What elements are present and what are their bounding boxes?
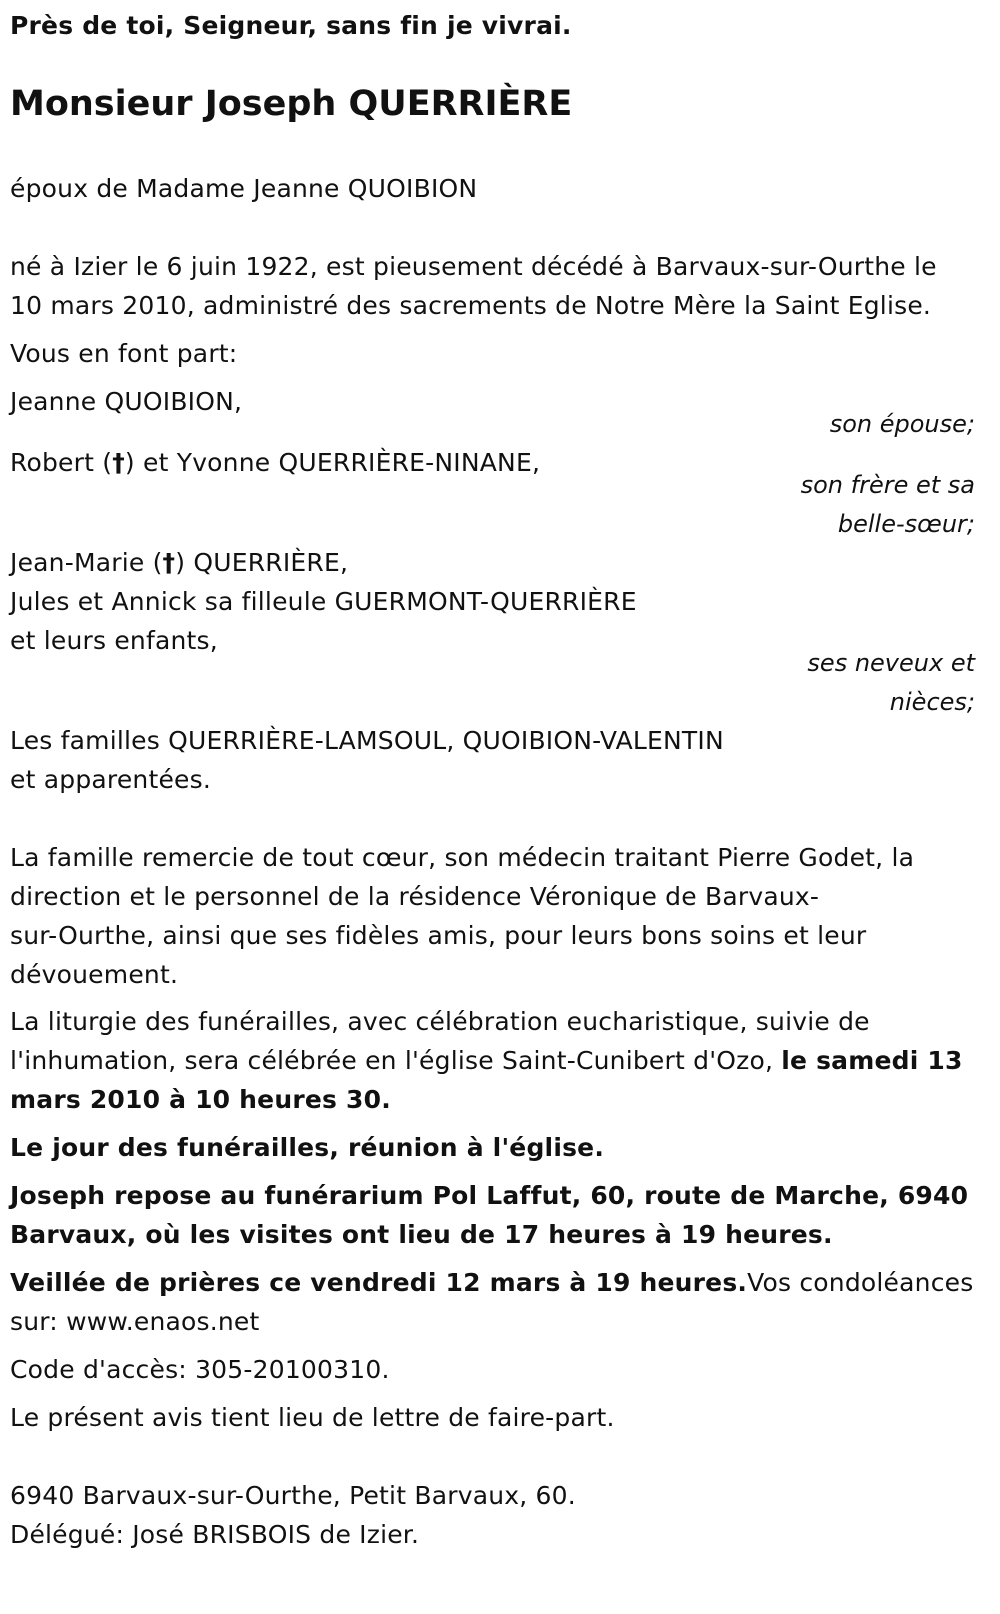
announce-intro: Vous en font part: bbox=[10, 339, 238, 368]
liturgy-time: mars 2010 à 10 heures 30. bbox=[10, 1085, 391, 1114]
family-nephews-relation-2: nièces; bbox=[889, 688, 975, 716]
thanks-line-2: direction et le personnel de la résidence Véronique de Barvaux- bbox=[10, 882, 820, 911]
family-jeanne-relation: son épouse; bbox=[829, 410, 975, 438]
motto: Près de toi, Seigneur, sans fin je vivrai. bbox=[10, 11, 572, 40]
family-enfants: et leurs enfants, bbox=[10, 626, 218, 655]
family-jeanmarie bbox=[10, 543, 348, 582]
notice-line: Le présent avis tient lieu de lettre de faire-part. bbox=[10, 1403, 615, 1432]
family-jeanmarie-rest: ) QUERRIÈRE, bbox=[175, 548, 349, 577]
family-robert-first: Robert ( bbox=[10, 448, 113, 477]
access-code: Code d'accès: 305-20100310. bbox=[10, 1355, 390, 1384]
birth-line-2: 10 mars 2010, administré des sacrements de Notre Mère la Saint Eglise. bbox=[10, 291, 932, 320]
liturgy-line-1: La liturgie des funérailles, avec célébration eucharistique, suivie de bbox=[10, 1007, 870, 1036]
spouse-line: époux de Madame Jeanne QUOIBION bbox=[10, 174, 478, 203]
family-robert bbox=[10, 443, 540, 482]
family-jeanne: Jeanne QUOIBION, bbox=[10, 387, 243, 416]
delegate-line: Délégué: José BRISBOIS de Izier. bbox=[10, 1520, 420, 1549]
thanks-line-3: sur-Ourthe, ainsi que ses fidèles amis, pour leurs bons soins et leur bbox=[10, 921, 867, 950]
repose-line-1: Joseph repose au funérarium Pol Laffut, 60, route de Marche, 6940 bbox=[10, 1181, 969, 1210]
family-robert-relation-1: son frère et sa bbox=[800, 471, 975, 499]
family-robert-relation-2: belle-sœur; bbox=[837, 510, 975, 538]
families-line-2: et apparentées. bbox=[10, 765, 211, 794]
family-nephews-relation-1: ses neveux et bbox=[807, 649, 975, 677]
liturgy-date: le samedi 13 bbox=[781, 1046, 963, 1075]
vigil-line-1 bbox=[10, 1263, 973, 1302]
condolences-site: sur: www.enaos.net bbox=[10, 1307, 260, 1336]
family-robert-rest: ) et Yvonne QUERRIÈRE-NINANE, bbox=[124, 448, 541, 477]
liturgy-line-2 bbox=[10, 1041, 963, 1080]
thanks-line-1: La famille remercie de tout cœur, son médecin traitant Pierre Godet, la bbox=[10, 843, 915, 872]
thanks-line-4: dévouement. bbox=[10, 960, 179, 989]
condolences-text: Vos condoléances bbox=[747, 1268, 974, 1297]
repose-line-2: Barvaux, où les visites ont lieu de 17 heures à 19 heures. bbox=[10, 1220, 833, 1249]
vigil-text: Veillée de prières ce vendredi 12 mars à 19 heures. bbox=[10, 1268, 748, 1297]
meeting-line: Le jour des funérailles, réunion à l'église. bbox=[10, 1133, 605, 1162]
families-line-1: Les familles QUERRIÈRE-LAMSOUL, QUOIBION-VALENTIN bbox=[10, 726, 724, 755]
birth-line-1: né à Izier le 6 juin 1922, est pieusement décédé à Barvaux-sur-Ourthe le bbox=[10, 252, 937, 281]
page-title: Monsieur Joseph QUERRIÈRE bbox=[10, 84, 573, 124]
cross-icon: † bbox=[112, 448, 125, 477]
family-jules: Jules et Annick sa filleule GUERMONT-QUERRIÈRE bbox=[10, 587, 637, 616]
cross-icon: † bbox=[162, 548, 176, 577]
liturgy-line-2-text: l'inhumation, sera célébrée en l'église Saint-Cunibert d'Ozo, bbox=[10, 1046, 782, 1075]
family-jeanmarie-first: Jean-Marie ( bbox=[10, 548, 163, 577]
address-line: 6940 Barvaux-sur-Ourthe, Petit Barvaux, 60. bbox=[10, 1481, 576, 1510]
